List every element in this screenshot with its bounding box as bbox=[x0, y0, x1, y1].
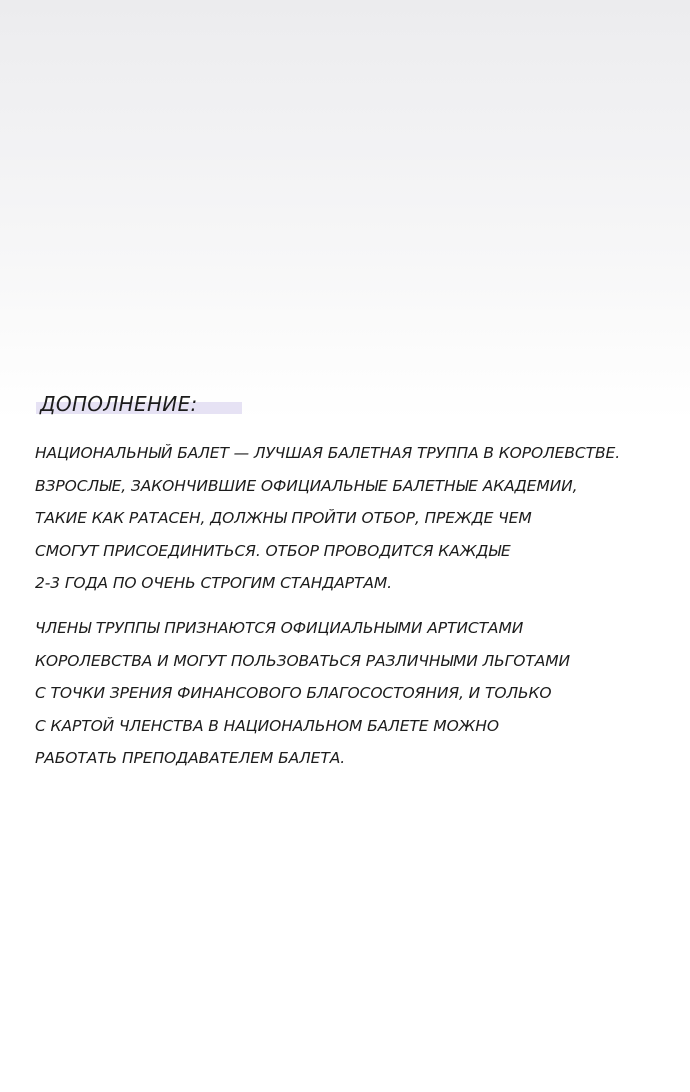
paragraph-line: С ТОЧКИ ЗРЕНИЯ ФИНАНСОВОГО БЛАГОСОСТОЯНИЯ, И ТОЛЬКО bbox=[35, 684, 552, 703]
paragraph-line: С КАРТОЙ ЧЛЕНСТВА В НАЦИОНАЛЬНОМ БАЛЕТЕ МОЖНО bbox=[35, 716, 499, 735]
paragraph-line: НАЦИОНАЛЬНЫЙ БАЛЕТ — ЛУЧШАЯ БАЛЕТНАЯ ТРУППА В КОРОЛЕВСТВЕ. bbox=[35, 444, 621, 462]
note-paragraph-2 bbox=[35, 612, 655, 775]
paragraph-line: ЧЛЕНЫ ТРУППЫ ПРИЗНАЮТСЯ ОФИЦИАЛЬНЫМИ АРТИСТАМИ bbox=[35, 619, 524, 637]
note-heading: ДОПОЛНЕНИЕ: bbox=[40, 392, 198, 416]
note-paragraph-1 bbox=[35, 437, 655, 600]
paragraph-line: КОРОЛЕВСТВА И МОГУТ ПОЛЬЗОВАТЬСЯ РАЗЛИЧНЫМИ ЛЬГОТАМИ bbox=[35, 651, 570, 670]
paragraph-line: 2-3 ГОДА ПО ОЧЕНЬ СТРОГИМ СТАНДАРТАМ. bbox=[35, 574, 392, 593]
paragraph-line: СМОГУТ ПРИСОЕДИНИТЬСЯ. ОТБОР ПРОВОДИТСЯ КАЖДЫЕ bbox=[35, 541, 511, 560]
paragraph-line: РАБОТАТЬ ПРЕПОДАВАТЕЛЕМ БАЛЕТА. bbox=[35, 749, 346, 768]
paragraph-line: ТАКИЕ КАК РАТАСЕН, ДОЛЖНЫ ПРОЙТИ ОТБОР, ПРЕЖДЕ ЧЕМ bbox=[35, 509, 532, 528]
paragraph-line: ВЗРОСЛЫЕ, ЗАКОНЧИВШИЕ ОФИЦИАЛЬНЫЕ БАЛЕТНЫЕ АКАДЕМИИ, bbox=[35, 476, 578, 495]
